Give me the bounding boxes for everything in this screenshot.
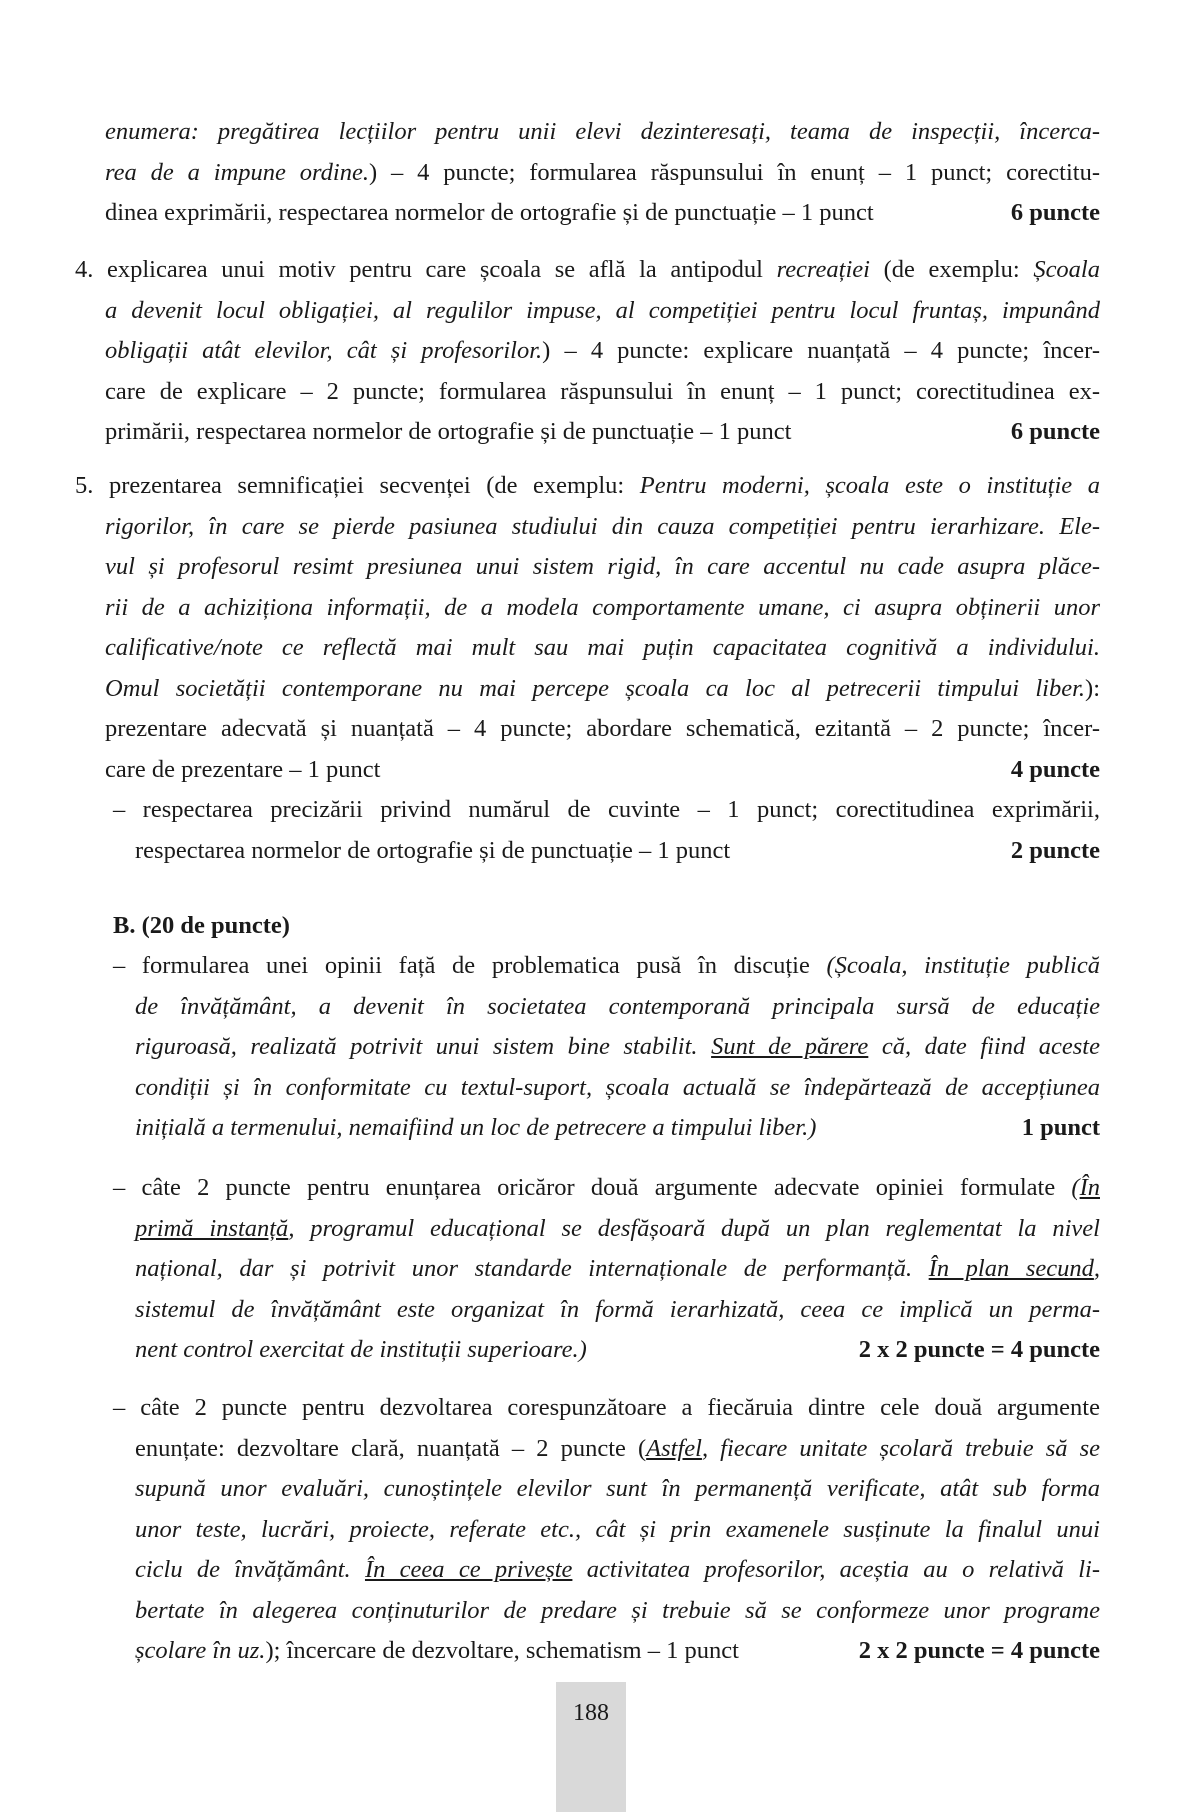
italic-text: , programul educațional se desfășoară după un plan reglementat la nivel (288, 1214, 1100, 1242)
italic-text: vul și profesorul resimt presiunea unui sistem rigid, în care accentul nu cade asupra plăce- (105, 553, 1100, 580)
b2-text (113, 1168, 1100, 1209)
underlined-connector: În ceea ce privește (364, 1556, 573, 1583)
text-line (135, 831, 1100, 872)
text: 5. prezentarea semnificației secvenței (de exemplu: (75, 472, 640, 499)
italic-text: riguroasă, realizată potrivit unui sistem bine stabilit. (135, 1033, 712, 1060)
text-line (105, 507, 1100, 548)
text: care de explicare – 2 puncte; formularea răspunsului în enunț – 1 punct; corectitudinea ex- (105, 377, 1100, 405)
b1-text (113, 946, 1100, 987)
italic-text: ciclu de învățământ. (135, 1556, 365, 1583)
text-line (75, 250, 1100, 291)
italic-text: rigorilor, în care se pierde pasiunea studiului din cauza competiției pentru ierarhizare. Ele- (105, 512, 1100, 540)
text-line (113, 1168, 1100, 1209)
italic-text: național, dar și potrivit unor standarde internaționale de performanță. (135, 1255, 929, 1282)
text-line (113, 1388, 1100, 1429)
text-line (135, 1249, 1100, 1290)
underlined-connector: primă instanță (135, 1214, 289, 1242)
text-line (105, 412, 1100, 453)
text: ) – 4 puncte: explicare nuanțată – 4 puncte; încer- (542, 337, 1100, 364)
italic-text: Omul societății contemporane nu mai percepe școala ca loc al petrecerii timpului liber. (105, 674, 1086, 702)
text-line (105, 193, 1100, 234)
text-line (105, 291, 1100, 332)
page-number: 188 (573, 1700, 609, 1726)
text-line (105, 112, 1100, 153)
italic-text: , fiecare unitate școlară trebuie să se (701, 1434, 1100, 1462)
text-line (135, 1068, 1100, 1109)
italic-text: nent control exercitat de instituții superioare.) (135, 1336, 587, 1363)
underlined-connector: Astfel (646, 1434, 702, 1462)
text-line (105, 628, 1100, 669)
item-5-subitem (113, 790, 1100, 831)
text: (de exemplu: (869, 256, 1034, 283)
points-label: 2 puncte (1010, 836, 1100, 864)
italic-text: condiții și în conformitate cu textul-suport, școala actuală se îndepărtează de accepțiunea (135, 1073, 1100, 1101)
text-line (75, 466, 1100, 507)
points-label: 6 puncte (1010, 418, 1100, 445)
italic-text: de învățământ, a devenit în societatea contemporană principala sursă de educație (135, 992, 1100, 1020)
page-number-tab (556, 1682, 626, 1812)
underlined-connector: În plan secund (928, 1255, 1094, 1282)
italic-text: bertate în alegerea conținuturilor de predare și trebuie să se conformeze unor programe (135, 1596, 1100, 1624)
text: – câte 2 puncte pentru enunțarea oricăror două argumente adecvate opiniei formulate (113, 1174, 1072, 1201)
text-line (135, 987, 1100, 1028)
b1-text-cont (135, 987, 1100, 1149)
item-5-text (75, 466, 1100, 507)
italic-text: inițială a termenului, nemaifiind un loc de petrecere a timpului liber.) (135, 1114, 817, 1141)
b2-text-cont (135, 1209, 1100, 1371)
text-line (105, 709, 1100, 750)
text-line (105, 153, 1100, 194)
text-line (105, 331, 1100, 372)
item-3-text (105, 112, 1100, 234)
italic-text: enumera: pregătirea lecțiilor pentru unii elevi dezinteresați, teama de inspecții, încerca- (105, 118, 1100, 145)
b3-text (113, 1388, 1100, 1429)
item-5-subitem-cont (135, 831, 1100, 872)
italic-text: calificative/note ce reflectă mai mult sau mai puțin capacitatea cognitivă a individului. (105, 634, 1100, 661)
text: dinea exprimării, respectarea normelor de ortografie și de punctuație – 1 punct (105, 199, 874, 226)
text-line (135, 1469, 1100, 1510)
points-label: 2 x 2 puncte = 4 puncte (858, 1336, 1100, 1363)
italic-text: recreației (776, 256, 870, 283)
b3-text-cont (135, 1429, 1100, 1672)
text: primării, respectarea normelor de ortografie și de punctuație – 1 punct (105, 418, 792, 445)
underlined-connector: În (1079, 1174, 1100, 1201)
italic-text: sistemul de învățământ este organizat în formă ierarhizată, ceea ce implică un perma- (135, 1295, 1100, 1323)
text: – respectarea precizării privind numărul de cuvinte – 1 punct; corectitudinea exprimării, (113, 796, 1100, 823)
underlined-connector: Sunt de părere (711, 1033, 869, 1060)
text: ); încercare de dezvoltare, schematism – 1 punct (265, 1637, 739, 1664)
italic-text: Pentru moderni, școala este o instituție a (639, 472, 1100, 499)
italic-text: supună unor evaluări, cunoștințele elevilor sunt în permanență verificate, atât sub forma (135, 1475, 1100, 1502)
italic-text: unor teste, lucrări, proiecte, referate etc., cât și prin examenele susținute la finalul unui (135, 1515, 1100, 1543)
text-line (105, 547, 1100, 588)
item-5-text-cont (105, 507, 1100, 791)
text-line (113, 946, 1100, 987)
points-label: 1 punct (1021, 1114, 1100, 1141)
points-label: 2 x 2 puncte = 4 puncte (858, 1637, 1100, 1664)
text: 4. explicarea unui motiv pentru care școala se află la antipodul (75, 256, 777, 283)
item-4-text-cont (105, 291, 1100, 453)
points-label: 4 puncte (1010, 755, 1100, 783)
text: prezentare adecvată și nuanțată – 4 puncte; abordare schematică, ezitantă – 2 puncte; încer- (105, 715, 1100, 742)
italic-text: Școala (1033, 256, 1100, 283)
item-4-text (75, 250, 1100, 291)
text-line (135, 1027, 1100, 1068)
italic-text: rii de a achiziționa informații, de a modela comportamente umane, ci asupra obținerii unor (105, 593, 1100, 621)
italic-text: că, date fiind aceste (868, 1033, 1100, 1060)
text-line (105, 669, 1100, 710)
italic-text: a devenit locul obligației, al regulilor impuse, al competiției pentru locul fruntaș, impunând (105, 296, 1100, 324)
italic-text: obligații atât elevilor, cât și profesorilor. (105, 337, 543, 364)
points-label: 6 puncte (1010, 199, 1100, 226)
text-line (135, 1330, 1100, 1371)
text: care de prezentare – 1 punct (105, 755, 381, 783)
text-line (135, 1209, 1100, 1250)
text-line (105, 750, 1100, 791)
text: ) – 4 puncte; formularea răspunsului în enunț – 1 punct; corectitu- (368, 158, 1100, 186)
italic-text: , (1093, 1255, 1101, 1282)
text: ): (1085, 674, 1100, 702)
text-line (135, 1510, 1100, 1551)
italic-text: ( (1071, 1174, 1080, 1201)
italic-text: (Școala, instituție publică (826, 952, 1100, 979)
text-line (135, 1429, 1100, 1470)
text-line (135, 1550, 1100, 1591)
text-line (135, 1108, 1100, 1149)
italic-text: școlare în uz. (135, 1637, 266, 1664)
italic-text: activitatea profesorilor, aceștia au o relativă li- (572, 1556, 1100, 1583)
text-line (105, 372, 1100, 413)
text: – câte 2 puncte pentru dezvoltarea corespunzătoare a fiecăruia dintre cele două argumente (113, 1394, 1100, 1421)
text-line (113, 790, 1100, 831)
section-b-heading: B. (20 de puncte) (113, 912, 290, 939)
text-line (135, 1290, 1100, 1331)
italic-text: rea de a impune ordine. (105, 158, 369, 186)
text-line (135, 1591, 1100, 1632)
text-line (135, 1631, 1100, 1672)
text-line (105, 588, 1100, 629)
text: respectarea normelor de ortografie și de punctuație – 1 punct (135, 836, 731, 864)
text: enunțate: dezvoltare clară, nuanțată – 2 puncte ( (135, 1434, 647, 1462)
text: – formularea unei opinii față de problematica pusă în discuție (113, 952, 827, 979)
